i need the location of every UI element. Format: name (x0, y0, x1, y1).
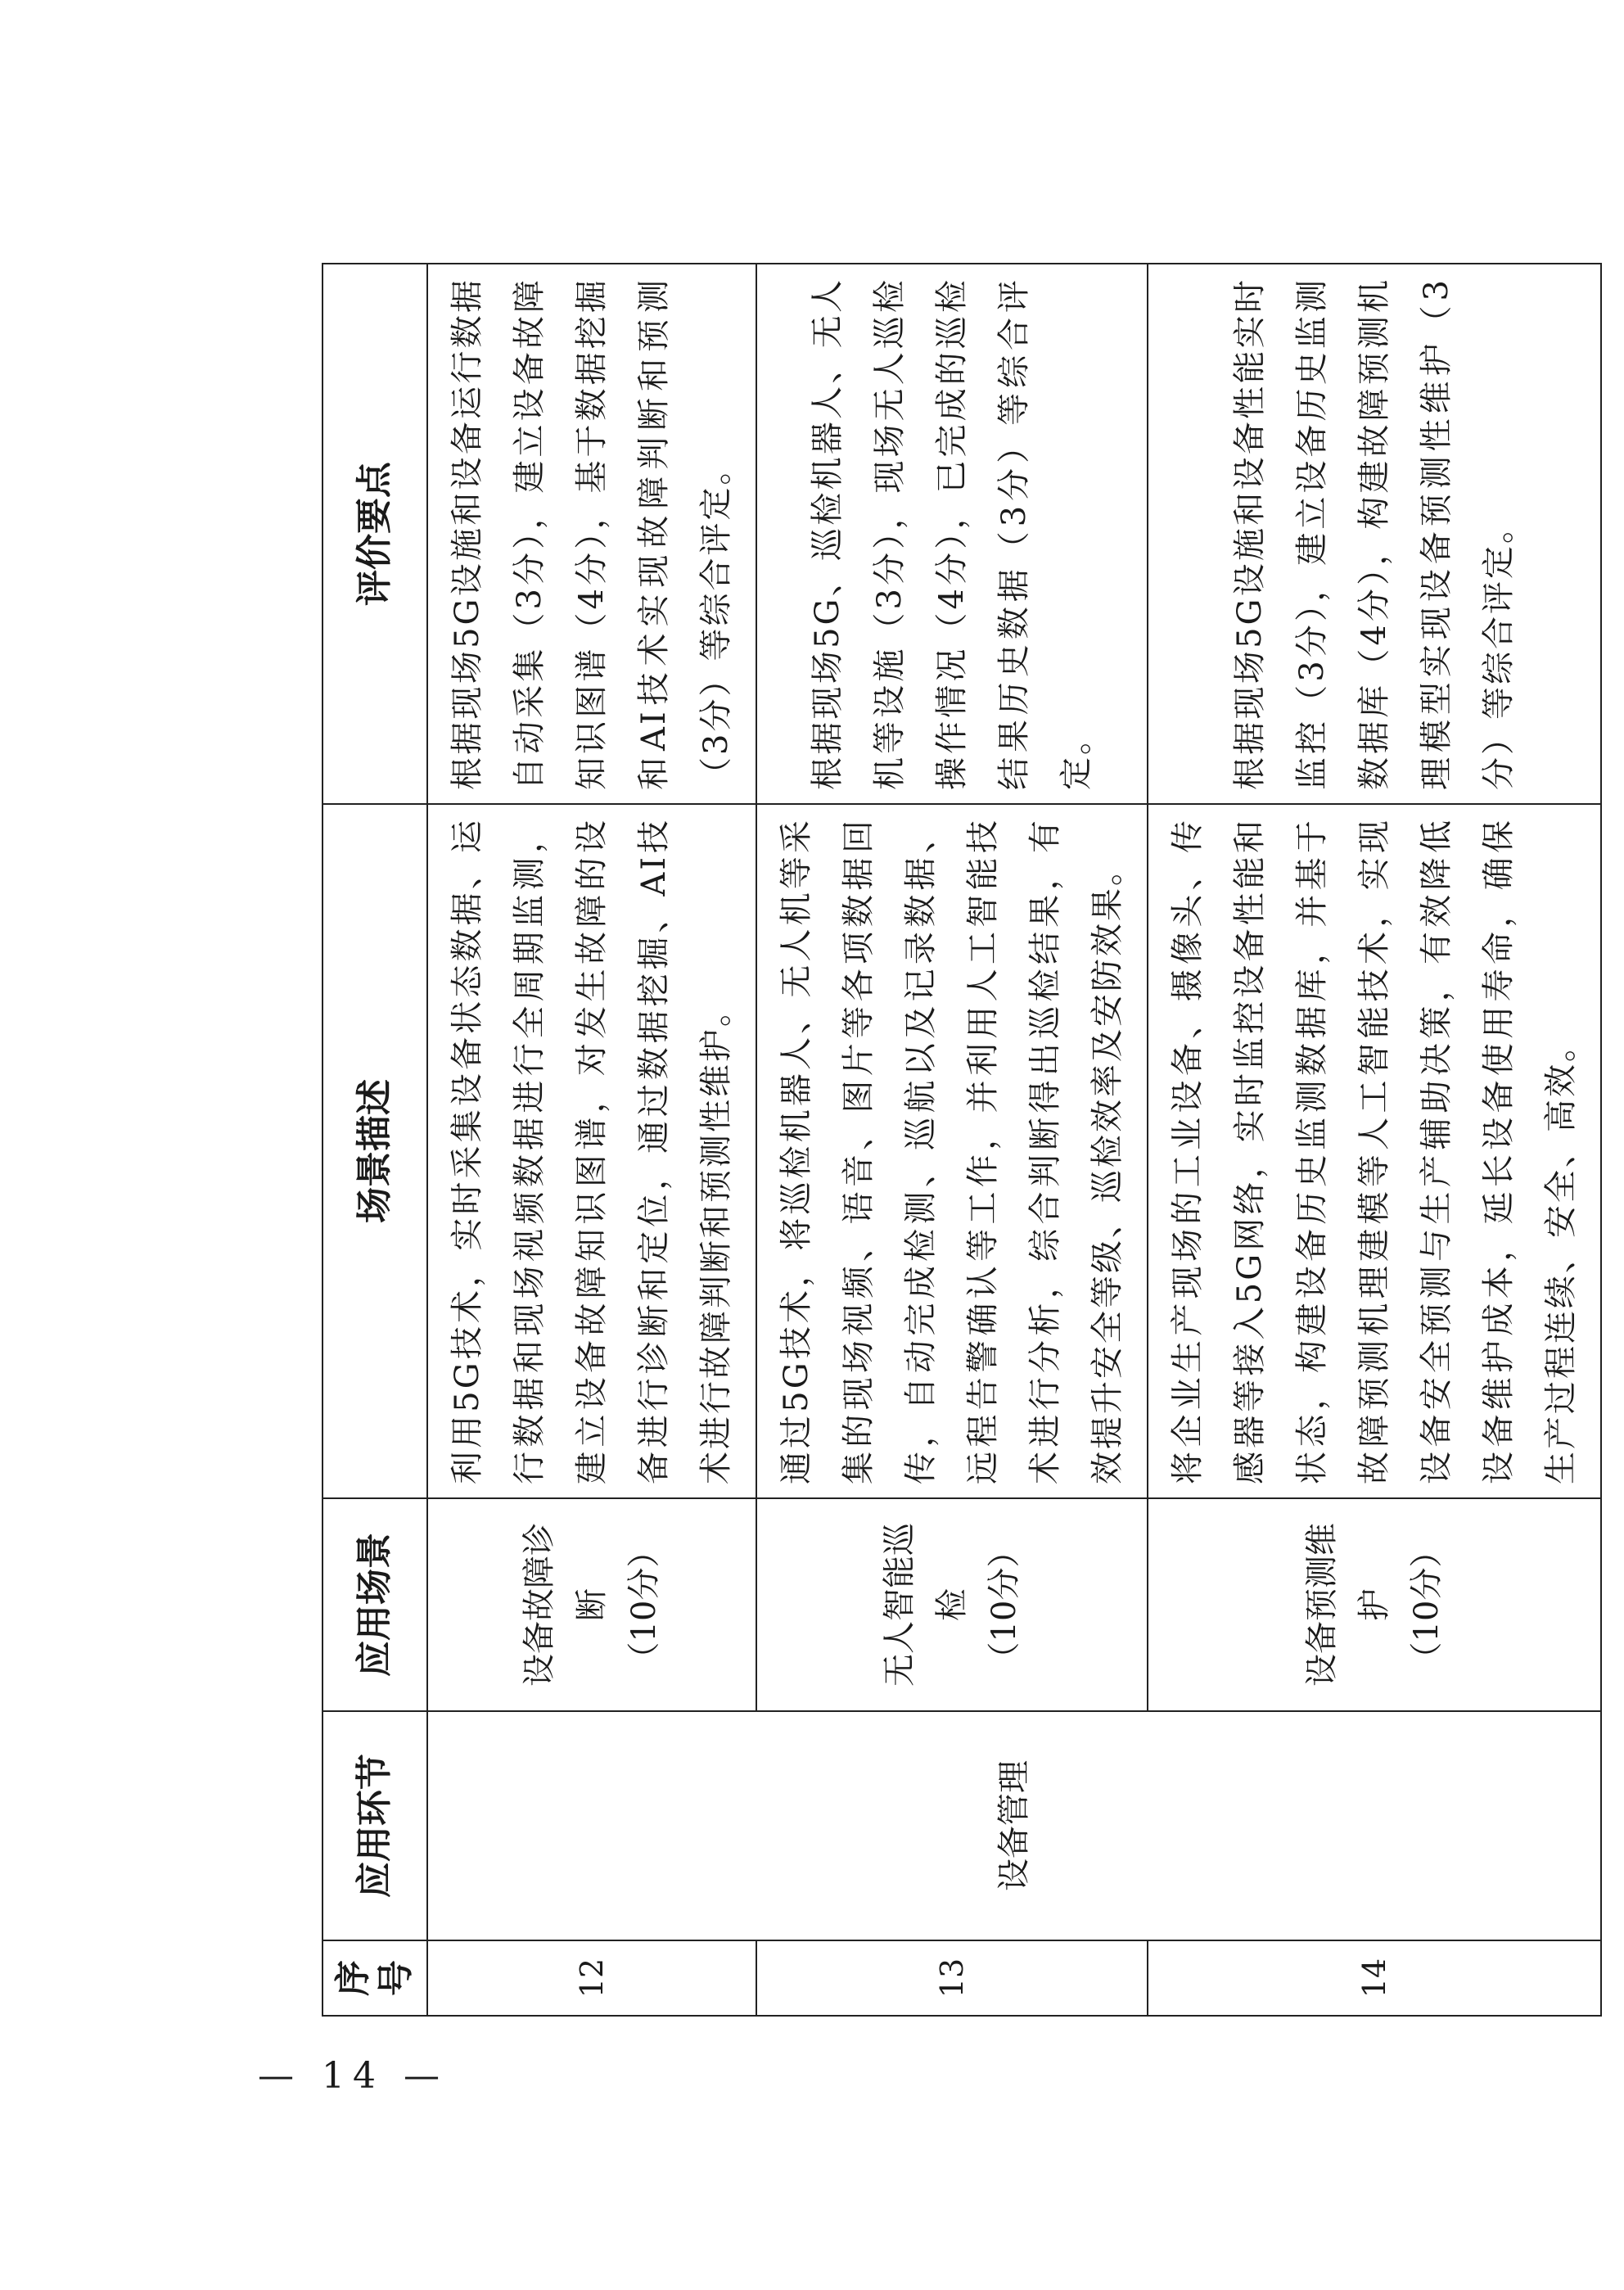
scene-score: （10分） (986, 1534, 1023, 1675)
scene-description: 利用5G技术，实时采集设备状态数据、运行数据和现场视频数据进行全周期监测，建立设备故障知识图谱，对发生故障的设备进行诊断和定位，通过数据挖掘、AI技术进行故障判断和预测性维护。 (427, 804, 756, 1498)
scene-name: 无人智能巡检 (881, 1523, 971, 1687)
evaluation-points: 根据现场5G设施和设备性能实时监控（3分），建立设备历史监测数据库（4分），构建故障预测机理模型实现设备预测性维护（3分）等综合评定。 (1148, 264, 1601, 804)
scene-score: （10分） (1408, 1534, 1446, 1675)
scene-cell (427, 1498, 756, 1711)
scene-description: 通过5G技术，将巡检机器人、无人机等采集的现场视频、语音、图片等各项数据回传，自动完成检测、巡航以及记录数据、远程告警确认等工作，并利用人工智能技术进行分析，综合判断得出巡检结果，有效提升安全等级、巡检效率及安防效果。 (756, 804, 1148, 1498)
header-desc: 场景描述 (323, 804, 427, 1498)
evaluation-points: 根据现场5G、巡检机器人、无人机等设施（3分），现场无人巡检操作情况（4分），已完成的巡检结果历史数据（3分）等综合评定。 (756, 264, 1148, 804)
header-points: 评价要点 (323, 264, 427, 804)
scene-name: 设备预测维护 (1303, 1523, 1393, 1687)
evaluation-points: 根据现场5G设施和设备运行数据自动采集（3分），建立设备故障知识图谱（4分），基于数据挖掘和AI技术实现故障判断和预测（3分）等综合评定。 (427, 264, 756, 804)
header-seq: 序号 (323, 1940, 427, 2016)
row-seq: 12 (427, 1940, 756, 2016)
row-seq: 13 (756, 1940, 1148, 2016)
page-number: — 14 — (258, 2055, 448, 2097)
scene-description: 将企业生产现场的工业设备、摄像头、传感器等接入5G网络，实时监控设备性能和状态，构建设备历史监测数据库，并基于故障预测机理建模等人工智能技术，实现设备安全预测与生产辅助决策，有效降低设备维护成本，延长设备使用寿命，确保生产过程连续、安全、高效。 (1148, 804, 1601, 1498)
table-header-row (323, 264, 427, 2016)
row-seq: 14 (1148, 1940, 1601, 2016)
scene-cell (756, 1498, 1148, 1711)
rotated-table-container (322, 264, 1580, 2017)
scene-name: 设备故障诊断 (521, 1523, 611, 1687)
stage-cell: 设备管理 (427, 1711, 1601, 1940)
evaluation-table (322, 263, 1602, 2017)
scene-score: （10分） (625, 1534, 663, 1675)
table-row (427, 264, 756, 2016)
header-stage: 应用环节 (323, 1711, 427, 1940)
header-scene: 应用场景 (323, 1498, 427, 1711)
scene-cell (1148, 1498, 1601, 1711)
